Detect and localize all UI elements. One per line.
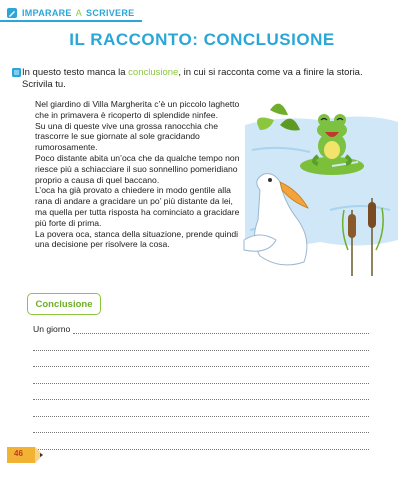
instruction-after: , in cui si racconta come va a finire la storia. Scrivila tu.	[22, 67, 363, 90]
answer-line[interactable]	[33, 383, 369, 384]
page-number: 46	[14, 449, 23, 458]
frog-and-goose-illustration	[240, 90, 400, 280]
header-section-right: SCRIVERE	[86, 8, 135, 18]
answer-line[interactable]	[33, 432, 369, 433]
story-text	[35, 99, 247, 250]
story-paragraph: L’oca ha già provato a chiedere in modo gentile alla rana di andare a gracidare un po’ più distante da lei, ma quella per tutta risposta ha cominciato a gracidare più forte di prima.	[35, 185, 240, 228]
instruction-before: In questo testo manca la	[22, 67, 129, 78]
answer-line[interactable]	[33, 399, 369, 400]
exercise-bullet-icon	[12, 68, 21, 77]
writing-starter: Un giorno	[33, 324, 71, 334]
answer-line[interactable]	[33, 416, 369, 417]
answer-line[interactable]	[33, 322, 369, 334]
story-paragraph: La povera oca, stanca della situazione, prende quindi una decisione per risolvere la cosa.	[35, 228, 239, 250]
instruction	[22, 67, 382, 91]
page-number-badge	[5, 443, 45, 467]
page-title: IL RACCONTO: CONCLUSIONE	[69, 30, 335, 49]
story-paragraph: Poco distante abita un’oca che da qualche tempo non riesce più a schiacciare il suo sonnellino pomeridiano proprio a causa di quel baccano.	[35, 152, 240, 185]
answer-line[interactable]	[33, 449, 369, 450]
instruction-keyword: conclusione	[128, 67, 179, 78]
dotted-line	[73, 325, 369, 334]
pencil-icon	[6, 7, 18, 19]
header-section-left: IMPARARE	[22, 8, 72, 18]
conclusion-label: Conclusione	[27, 293, 101, 315]
story-paragraph: Su una di queste vive una grossa ranocchia che trascorre le sue giornate al sole gracidando rumorosamente.	[35, 120, 218, 153]
answer-line[interactable]	[33, 366, 369, 367]
header-connector: A	[75, 8, 83, 18]
story-paragraph: Nel giardino di Villa Margherita c’è un piccolo laghetto che in primavera è ricoperto di splendide ninfee.	[35, 99, 240, 120]
writing-area	[33, 322, 369, 450]
pencil-tip-icon	[5, 443, 45, 467]
section-header	[0, 4, 142, 22]
answer-line[interactable]	[33, 350, 369, 351]
header-underline	[0, 20, 142, 22]
